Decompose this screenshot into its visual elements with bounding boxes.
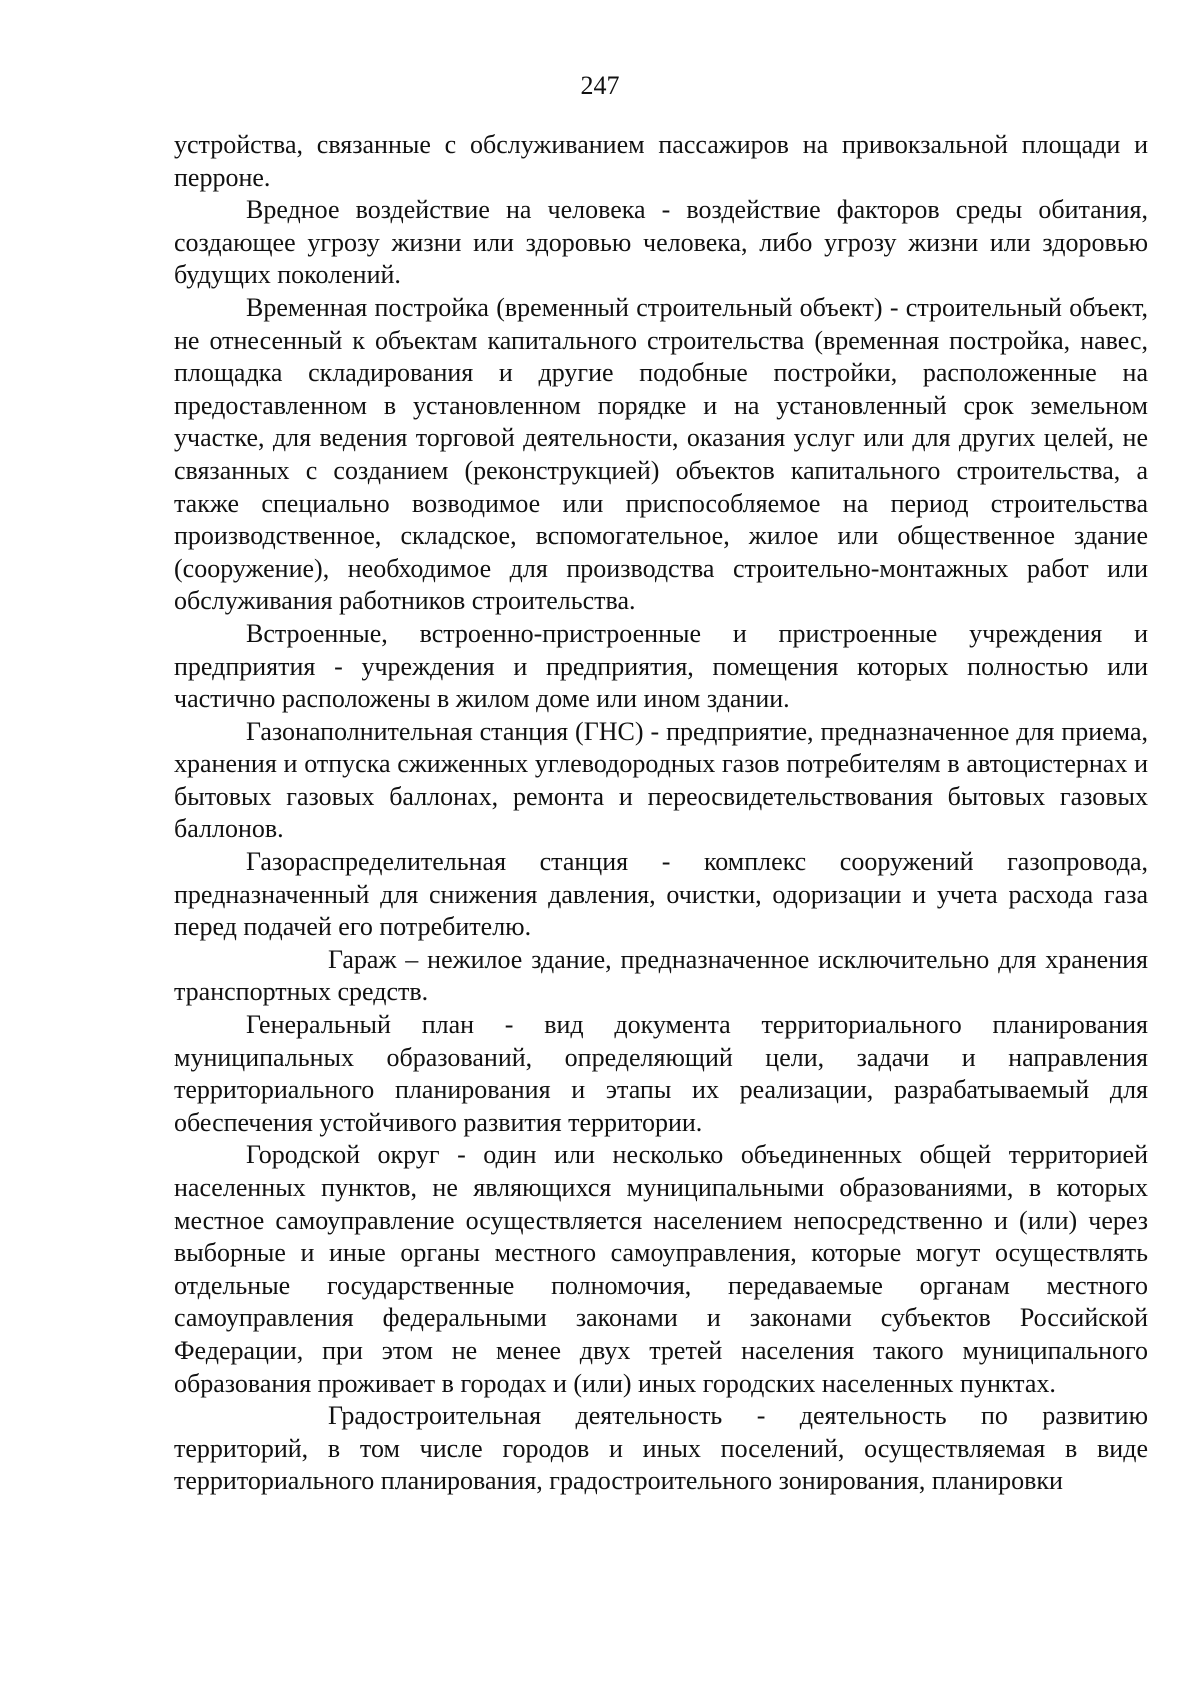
paragraph-gas-filling-station: Газонаполнительная станция (ГНС) - предприятие, предназначенное для приема, хранения и отпуска сжиженных углеводородных газов потребителям в автоцистернах и бытовых газовых баллонах, ремонта и переосвидетельствования бытовых газовых баллонов. — [174, 716, 1148, 844]
paragraph-built-in-institutions: Встроенные, встроенно-пристроенные и пристроенные учреждения и предприятия - учреждения и предприятия, помещения которых полностью или частично расположены в жилом доме или ином здании. — [174, 618, 1148, 714]
paragraph-garage: Гараж – нежилое здание, предназначенное исключительно для хранения транспортных средств. — [174, 944, 1148, 1007]
paragraph-urban-planning-activity: Градостроительная деятельность - деятельность по развитию территорий, в том числе городов и иных поселений, осуществляемая в виде территориального планирования, градостроительного зонирования, планировки — [174, 1401, 1148, 1496]
paragraph-temporary-building: Временная постройка (временный строительный объект) - строительный объект, не отнесенный к объектам капитального строительства (временная постройка, навес, площадка складирования и другие подобные постройки, расположенные на предоставленном в установленном порядке и на установленный срок земельном участке, для ведения торговой деятельности, оказания услуг или для других целей, не связанных с созданием (реконструкцией) объектов капитального строительства, а также специально возводимое или приспособляемое на период строительства производственное, складское, вспомогательное, жилое или общественное здание (сооружение), необходимое для производства строительно-монтажных работ или обслуживания работников строительства. — [174, 292, 1148, 616]
paragraph-continuation: устройства, связанные с обслуживанием пассажиров на привокзальной площади и перроне. — [174, 130, 1148, 192]
paragraph-general-plan: Генеральный план - вид документа территориального планирования муниципальных образований, определяющий цели, задачи и направления территориального планирования и этапы их реализации, разрабатываемый для обеспечения устойчивого развития территории. — [174, 1010, 1148, 1137]
paragraph-urban-district: Городской округ - один или несколько объединенных общей территорией населенных пунктов, не являющихся муниципальными образованиями, в которых местное самоуправление осуществляется населением непосредственно и (или) через выборные и иные органы местного самоуправления, которые могут осуществлять отдельные государственные полномочия, передаваемые органам местного самоуправления федеральными законами и законами субъектов Российской Федерации, при этом не менее двух третей населения такого муниципального образования проживает в городах и (или) иных городских населенных пунктах. — [174, 1140, 1148, 1398]
page-number: 247 — [580, 71, 620, 100]
paragraph-gas-distribution-station: Газораспределительная станция - комплекс сооружений газопровода, предназначенный для снижения давления, очистки, одоризации и учета расхода газа перед подачей его потребителю. — [174, 847, 1148, 942]
document-body — [174, 129, 1148, 1498]
paragraph-harmful-impact: Вредное воздействие на человека - воздействие факторов среды обитания, создающее угрозу жизни или здоровью человека, либо угрозу жизни или здоровью будущих поколений. — [174, 195, 1148, 290]
